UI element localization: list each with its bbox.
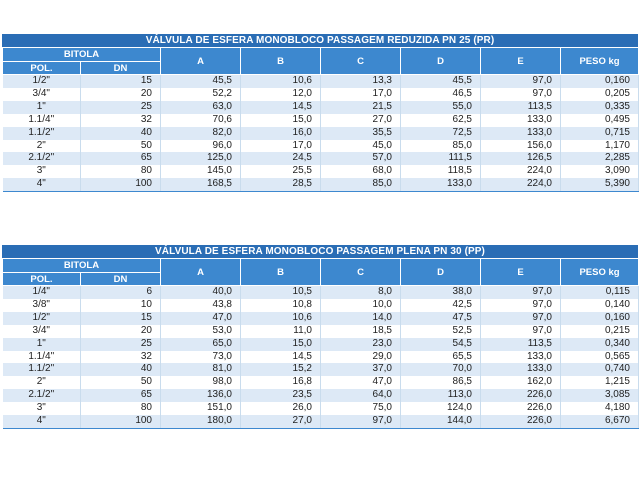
cell-dn: 25: [81, 338, 161, 351]
cell-d: 42,5: [401, 299, 481, 312]
cell-d: 45,5: [401, 75, 481, 88]
cell-d: 70,0: [401, 363, 481, 376]
cell-pol: 3/4": [3, 88, 81, 101]
cell-a: 96,0: [161, 140, 241, 153]
cell-peso: 0,335: [561, 101, 639, 114]
cell-dn: 65: [81, 389, 161, 402]
cell-pol: 2": [3, 140, 81, 153]
cell-d: 144,0: [401, 415, 481, 428]
table-row: [3, 325, 639, 338]
cell-e: 97,0: [481, 75, 561, 88]
cell-dn: 15: [81, 75, 161, 88]
table-title: VÁLVULA DE ESFERA MONOBLOCO PASSAGEM REDUZIDA PN 25 (PR): [2, 34, 638, 47]
cell-e: 226,0: [481, 415, 561, 428]
cell-dn: 80: [81, 165, 161, 178]
cell-dn: 100: [81, 415, 161, 428]
table-row: [3, 351, 639, 364]
cell-c: 57,0: [321, 152, 401, 165]
cell-peso: 0,160: [561, 312, 639, 325]
table-row: [3, 299, 639, 312]
cell-peso: 0,495: [561, 114, 639, 127]
table-row: [3, 338, 639, 351]
cell-c: 29,0: [321, 351, 401, 364]
cell-a: 53,0: [161, 325, 241, 338]
cell-dn: 6: [81, 286, 161, 299]
cell-b: 14,5: [241, 101, 321, 114]
header-c: C: [321, 259, 401, 286]
cell-dn: 25: [81, 101, 161, 114]
cell-b: 25,5: [241, 165, 321, 178]
cell-peso: 1,215: [561, 376, 639, 389]
cell-d: 65,5: [401, 351, 481, 364]
cell-b: 15,0: [241, 114, 321, 127]
cell-dn: 50: [81, 140, 161, 153]
cell-e: 97,0: [481, 88, 561, 101]
cell-peso: 6,670: [561, 415, 639, 428]
cell-e: 224,0: [481, 165, 561, 178]
cell-dn: 50: [81, 376, 161, 389]
cell-c: 45,0: [321, 140, 401, 153]
cell-b: 11,0: [241, 325, 321, 338]
cell-e: 162,0: [481, 376, 561, 389]
cell-a: 65,0: [161, 338, 241, 351]
table-row: [3, 75, 639, 88]
cell-peso: 1,170: [561, 140, 639, 153]
cell-a: 73,0: [161, 351, 241, 364]
cell-pol: 1/2": [3, 312, 81, 325]
cell-a: 81,0: [161, 363, 241, 376]
cell-e: 226,0: [481, 389, 561, 402]
cell-d: 111,5: [401, 152, 481, 165]
table-row: [3, 178, 639, 191]
table-row: [3, 376, 639, 389]
cell-dn: 32: [81, 114, 161, 127]
cell-dn: 100: [81, 178, 161, 191]
table-row: [3, 363, 639, 376]
cell-a: 70,6: [161, 114, 241, 127]
table-row: [3, 88, 639, 101]
cell-dn: 20: [81, 88, 161, 101]
cell-peso: 5,390: [561, 178, 639, 191]
cell-c: 13,3: [321, 75, 401, 88]
cell-a: 40,0: [161, 286, 241, 299]
table-row: [3, 415, 639, 428]
header-peso: PESO kg: [561, 48, 639, 75]
cell-b: 17,0: [241, 140, 321, 153]
cell-peso: 0,115: [561, 286, 639, 299]
cell-dn: 65: [81, 152, 161, 165]
cell-pol: 3": [3, 402, 81, 415]
table-row: [3, 286, 639, 299]
header-pol: POL.: [3, 62, 81, 75]
cell-a: 136,0: [161, 389, 241, 402]
cell-pol: 3/4": [3, 325, 81, 338]
header-b: B: [241, 48, 321, 75]
cell-a: 151,0: [161, 402, 241, 415]
cell-b: 12,0: [241, 88, 321, 101]
cell-d: 72,5: [401, 127, 481, 140]
cell-b: 10,5: [241, 286, 321, 299]
cell-d: 118,5: [401, 165, 481, 178]
cell-b: 15,0: [241, 338, 321, 351]
cell-pol: 2": [3, 376, 81, 389]
cell-b: 23,5: [241, 389, 321, 402]
cell-a: 63,0: [161, 101, 241, 114]
cell-e: 133,0: [481, 351, 561, 364]
cell-dn: 32: [81, 351, 161, 364]
cell-e: 224,0: [481, 178, 561, 191]
cell-b: 16,8: [241, 376, 321, 389]
cell-d: 113,0: [401, 389, 481, 402]
cell-peso: 0,160: [561, 75, 639, 88]
cell-peso: 0,715: [561, 127, 639, 140]
cell-c: 14,0: [321, 312, 401, 325]
cell-c: 85,0: [321, 178, 401, 191]
cell-peso: 0,205: [561, 88, 639, 101]
cell-d: 85,0: [401, 140, 481, 153]
table-row: [3, 312, 639, 325]
cell-e: 133,0: [481, 114, 561, 127]
cell-d: 54,5: [401, 338, 481, 351]
cell-c: 37,0: [321, 363, 401, 376]
cell-pol: 1.1/2": [3, 127, 81, 140]
spec-table: [2, 47, 639, 192]
header-e: E: [481, 48, 561, 75]
cell-pol: 2.1/2": [3, 152, 81, 165]
cell-dn: 80: [81, 402, 161, 415]
cell-dn: 40: [81, 127, 161, 140]
cell-c: 27,0: [321, 114, 401, 127]
cell-pol: 1.1/2": [3, 363, 81, 376]
cell-e: 97,0: [481, 312, 561, 325]
header-a: A: [161, 259, 241, 286]
cell-c: 17,0: [321, 88, 401, 101]
cell-a: 125,0: [161, 152, 241, 165]
cell-b: 15,2: [241, 363, 321, 376]
cell-b: 10,6: [241, 75, 321, 88]
cell-pol: 3/8": [3, 299, 81, 312]
cell-a: 52,2: [161, 88, 241, 101]
header-bitola: BITOLA: [3, 259, 161, 273]
cell-d: 52,5: [401, 325, 481, 338]
cell-a: 145,0: [161, 165, 241, 178]
cell-pol: 1.1/4": [3, 351, 81, 364]
spec-table: [2, 258, 639, 429]
cell-e: 226,0: [481, 402, 561, 415]
cell-a: 82,0: [161, 127, 241, 140]
cell-peso: 3,085: [561, 389, 639, 402]
header-a: A: [161, 48, 241, 75]
cell-e: 133,0: [481, 127, 561, 140]
cell-e: 113,5: [481, 338, 561, 351]
cell-b: 10,8: [241, 299, 321, 312]
cell-c: 18,5: [321, 325, 401, 338]
cell-pol: 4": [3, 178, 81, 191]
cell-pol: 1/2": [3, 75, 81, 88]
cell-pol: 1.1/4": [3, 114, 81, 127]
table-row: [3, 114, 639, 127]
cell-a: 168,5: [161, 178, 241, 191]
cell-a: 47,0: [161, 312, 241, 325]
cell-pol: 3": [3, 165, 81, 178]
cell-a: 180,0: [161, 415, 241, 428]
header-d: D: [401, 259, 481, 286]
header-dn: DN: [81, 62, 161, 75]
cell-b: 28,5: [241, 178, 321, 191]
cell-e: 156,0: [481, 140, 561, 153]
cell-d: 38,0: [401, 286, 481, 299]
table-row: [3, 402, 639, 415]
table-row: [3, 165, 639, 178]
cell-b: 24,5: [241, 152, 321, 165]
cell-peso: 2,285: [561, 152, 639, 165]
cell-c: 97,0: [321, 415, 401, 428]
table-plena: [2, 245, 638, 429]
cell-c: 23,0: [321, 338, 401, 351]
cell-pol: 1": [3, 101, 81, 114]
cell-b: 16,0: [241, 127, 321, 140]
cell-c: 64,0: [321, 389, 401, 402]
cell-peso: 0,740: [561, 363, 639, 376]
cell-d: 55,0: [401, 101, 481, 114]
cell-c: 75,0: [321, 402, 401, 415]
cell-c: 68,0: [321, 165, 401, 178]
cell-d: 62,5: [401, 114, 481, 127]
header-e: E: [481, 259, 561, 286]
cell-c: 8,0: [321, 286, 401, 299]
cell-d: 47,5: [401, 312, 481, 325]
cell-d: 86,5: [401, 376, 481, 389]
cell-pol: 1": [3, 338, 81, 351]
header-pol: POL.: [3, 273, 81, 286]
cell-peso: 4,180: [561, 402, 639, 415]
cell-dn: 15: [81, 312, 161, 325]
cell-c: 35,5: [321, 127, 401, 140]
table-reduzida: [2, 34, 638, 192]
cell-pol: 4": [3, 415, 81, 428]
table-row: [3, 101, 639, 114]
cell-e: 97,0: [481, 325, 561, 338]
table-row: [3, 140, 639, 153]
cell-a: 45,5: [161, 75, 241, 88]
cell-e: 133,0: [481, 363, 561, 376]
table-title: VÁLVULA DE ESFERA MONOBLOCO PASSAGEM PLENA PN 30 (PP): [2, 245, 638, 258]
table-row: [3, 152, 639, 165]
cell-c: 10,0: [321, 299, 401, 312]
cell-pol: 2.1/2": [3, 389, 81, 402]
cell-pol: 1/4": [3, 286, 81, 299]
cell-b: 26,0: [241, 402, 321, 415]
table-row: [3, 127, 639, 140]
cell-e: 113,5: [481, 101, 561, 114]
cell-b: 14,5: [241, 351, 321, 364]
cell-e: 126,5: [481, 152, 561, 165]
cell-c: 21,5: [321, 101, 401, 114]
cell-b: 27,0: [241, 415, 321, 428]
cell-e: 97,0: [481, 299, 561, 312]
cell-c: 47,0: [321, 376, 401, 389]
header-peso: PESO kg: [561, 259, 639, 286]
cell-peso: 0,215: [561, 325, 639, 338]
cell-peso: 0,140: [561, 299, 639, 312]
cell-a: 43,8: [161, 299, 241, 312]
cell-d: 133,0: [401, 178, 481, 191]
table-row: [3, 389, 639, 402]
header-d: D: [401, 48, 481, 75]
cell-peso: 3,090: [561, 165, 639, 178]
cell-d: 124,0: [401, 402, 481, 415]
cell-dn: 40: [81, 363, 161, 376]
cell-dn: 20: [81, 325, 161, 338]
header-dn: DN: [81, 273, 161, 286]
cell-a: 98,0: [161, 376, 241, 389]
table-body: [3, 75, 639, 192]
table-body: [3, 286, 639, 429]
cell-dn: 10: [81, 299, 161, 312]
cell-e: 97,0: [481, 286, 561, 299]
header-b: B: [241, 259, 321, 286]
header-bitola: BITOLA: [3, 48, 161, 62]
cell-peso: 0,340: [561, 338, 639, 351]
cell-peso: 0,565: [561, 351, 639, 364]
cell-b: 10,6: [241, 312, 321, 325]
cell-d: 46,5: [401, 88, 481, 101]
header-c: C: [321, 48, 401, 75]
